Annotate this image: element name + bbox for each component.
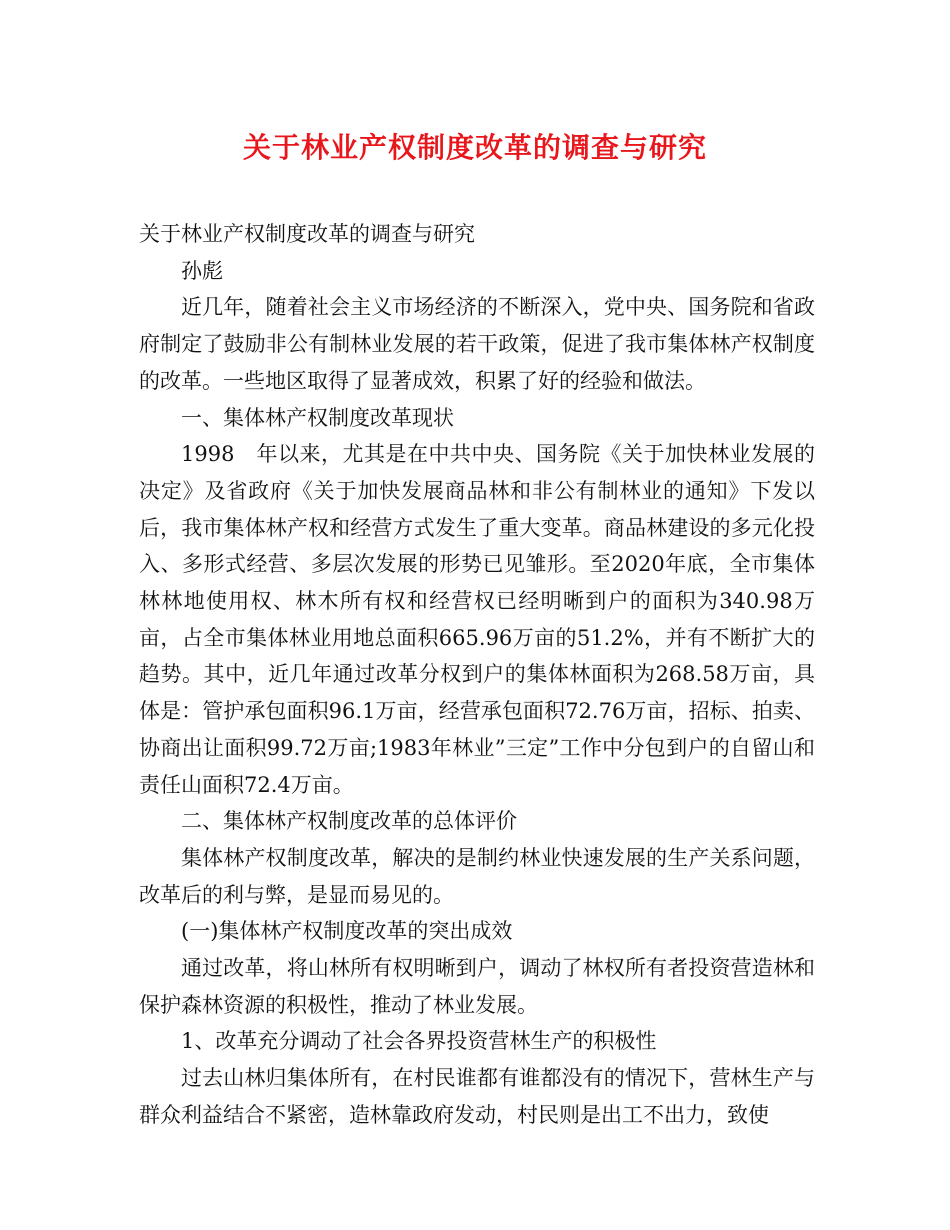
section-heading-1: 一、集体林产权制度改革现状: [181, 405, 454, 430]
author-name: 孙彪: [181, 258, 223, 283]
achievement-paragraph: 通过改革，将山林所有权明晰到户，调动了林权所有者投资营造林和保护森林资源的积极性，推动了林业发展。: [139, 956, 815, 1017]
document-title: 关于林业产权制度改革的调查与研究: [242, 131, 707, 164]
point-paragraph-1: 过去山林归集体所有，在村民谁都有谁都没有的情况下，营林生产与群众利益结合不紧密，造林靠政府发动，村民则是出工不出力，致使: [139, 1066, 815, 1127]
section-heading-2: 二、集体林产权制度改革的总体评价: [181, 809, 517, 834]
document-body: [139, 216, 815, 1134]
status-paragraph: 1998 年以来，尤其是在中共中央、国务院《关于加快林业发展的决定》及省政府《关于加快发展商品林和非公有制林业的通知》下发以后，我市集体林产权和经营方式发生了重大变革。商品林建设的多元化投入、多形式经营、多层次发展的形势已见雏形。至2020年底，全市集体林林地使用权、林木所有权和经营权已经明晰到户的面积为340.98万亩，占全市集体林业用地总面积665.96万亩的51.2%，并有不断扩大的趋势。其中，近几年通过改革分权到户的集体林面积为268.58万亩，具体是：管护承包面积96.1万亩，经营承包面积72.76万亩，招标、拍卖、协商出让面积99.72万亩;1983年林业”三定”工作中分包到户的自留山和责任山面积72.4万亩。: [139, 442, 815, 797]
subsection-heading-1: (一)集体林产权制度改革的突出成效: [181, 919, 513, 944]
evaluation-paragraph: 集体林产权制度改革，解决的是制约林业快速发展的生产关系问题，改革后的利与弊，是显而易见的。: [139, 845, 815, 907]
intro-paragraph: 近几年，随着社会主义市场经济的不断深入，党中央、国务院和省政府制定了鼓励非公有制林业发展的若干政策，促进了我市集体林产权制度的改革。一些地区取得了显著成效，积累了好的经验和做法。: [139, 295, 815, 393]
body-heading: 关于林业产权制度改革的调查与研究: [139, 222, 475, 246]
point-heading-1: 1、改革充分调动了社会各界投资营林生产的积极性: [181, 1029, 657, 1054]
